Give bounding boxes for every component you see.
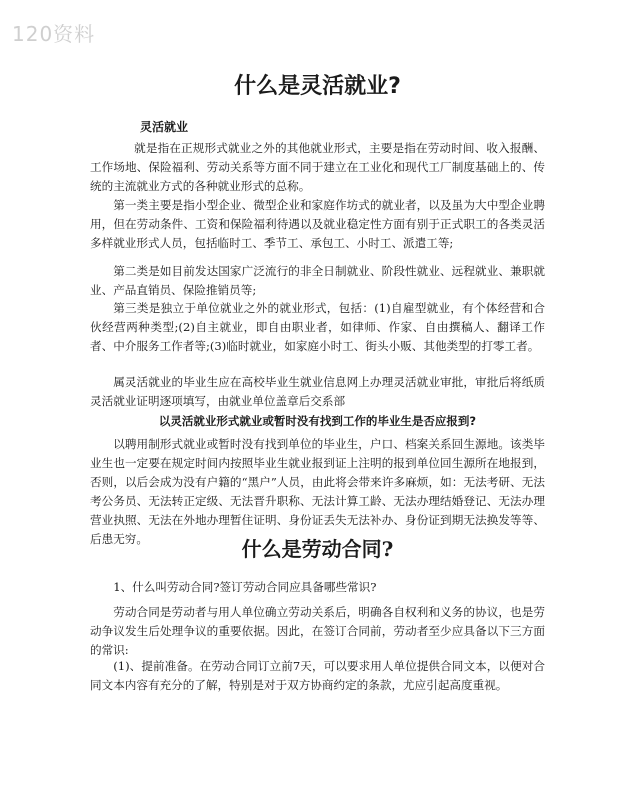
paragraph-answer: 以聘用制形式就业或暂时没有找到单位的毕业生，户口、档案关系回生源地。该类毕业生也一定要在规定时间内按照毕业生就业报到证上注明的报到单位回生源所在地报到，否则，以后会成为没有户籍的“黑户”人员，由此将会带来许多麻烦，如：无法考研、无法考公务员、无法转正定级、无法晋升职称、无法计算工龄、无法办理结婚登记、无法办理营业执照、无法在外地办理暂住证明、身份证丢失无法补办、身份证到期无法换发等等、后患无穷。: [90, 437, 545, 546]
paragraph-contract-definition: 劳动合同是劳动者与用人单位确立劳动关系后，明确各自权利和义务的协议，也是劳动争议发生后处理争议的重要依据。因此，在签订合同前，劳动者至少应具备以下三方面的常识:: [90, 605, 545, 657]
paragraph-contract-preparation: (1)、提前准备。在劳动合同订立前7天，可以要求用人单位提供合同文本，以便对合同文本内容有充分的了解，特别是对于双方协商约定的条款，尤应引起高度重视。: [90, 659, 545, 692]
paragraph-category-1: 第一类主要是指小型企业、微型企业和家庭作坊式的就业者，以及虽为大中型企业聘用，但在劳动条件、工资和保险福利待遇以及就业稳定性方面有别于正式职工的各类灵活多样就业形式人员，包括临时工、季节工、承包工、小时工、派遣工等;: [90, 198, 545, 250]
paragraph-definition: 就是指在正规形式就业之外的其他就业形式，主要是指在劳动时间、收入报酬、工作场地、保险福利、劳动关系等方面不同于建立在工业化和现代工厂制度基础上的、传统的主流就业方式的各种就业形式的总称。: [90, 141, 545, 193]
paragraph-approval: 属灵活就业的毕业生应在高校毕业生就业信息网上办理灵活就业审批，审批后将纸质灵活就业证明逐项填写，由就业单位盖章后交系部: [90, 375, 545, 408]
subtitle-flexible-employment: 灵活就业: [140, 120, 189, 134]
section-title-flexible-employment: 什么是灵活就业?: [234, 74, 401, 99]
question-heading: 以灵活就业形式就业或暂时没有找到工作的毕业生是否应报到?: [158, 414, 477, 428]
paragraph-category-2: 第二类是如目前发达国家广泛流行的非全日制就业、阶段性就业、远程就业、兼职就业、产品直销员、保险推销员等;: [90, 264, 545, 297]
paragraph-contract-question: 1、什么叫劳动合同?签订劳动合同应具备哪些常识?: [113, 580, 377, 594]
section-title-labor-contract: 什么是劳动合同?: [241, 537, 394, 561]
watermark: 120资料: [12, 22, 96, 46]
paragraph-category-3: 第三类是独立于单位就业之外的就业形式，包括：(1)自雇型就业，有个体经营和合伙经营两种类型;(2)自主就业，即自由职业者，如律师、作家、自由撰稿人、翻译工作者、中介服务工作者等;(3)临时就业，如家庭小时工、街头小贩、其他类型的打零工者。: [90, 301, 545, 353]
